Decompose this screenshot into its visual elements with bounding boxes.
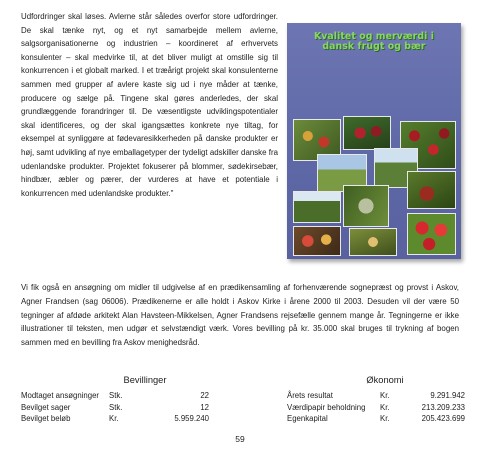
table-row bbox=[21, 402, 209, 414]
row-unit: Stk. bbox=[109, 402, 123, 412]
apples-photo bbox=[407, 213, 456, 255]
row-label: Modtaget ansøgninger bbox=[21, 391, 100, 400]
row-label: Egenkapital bbox=[287, 414, 328, 424]
body-paragraph: Vi fik også en ansøgning om midler til udgivelse af en prædikensamling af forhenværende sognepræst og provst i Askov, Agner Frandsen (sag 06006). Prædikenerne er alle holdt i Askov Kirke i årene 2000 til 2003. Desuden vil der være 50 tegninger af afdøde arkitekt Alan Havsteen-Mikkelsen, Agner Frandsens rejsefælle gennem mange år. Tegningerne er ikke illustrationer til teksten, men udgør et selvstændigt værk. Vores bevilling på kr. 35.000 skal bruges til trykning af bogen sammen med en bevilling fra Askov menighedsråd. bbox=[21, 283, 459, 348]
table-row bbox=[287, 413, 465, 425]
row-value: 213.209.233 bbox=[421, 402, 465, 412]
okonomi-table bbox=[287, 390, 465, 425]
row-unit: Stk. bbox=[109, 391, 123, 400]
row-label: Værdipapir beholdning bbox=[287, 402, 366, 412]
poster-title bbox=[291, 32, 457, 52]
table-row bbox=[21, 413, 209, 425]
poster-image bbox=[287, 23, 461, 259]
market-photo bbox=[293, 226, 341, 256]
row-label: Bevilget beløb bbox=[21, 414, 71, 424]
table-row bbox=[287, 402, 465, 414]
okonomi-title: Økonomi bbox=[366, 375, 404, 385]
table-row bbox=[21, 390, 209, 402]
row-label: Årets resultat bbox=[287, 391, 333, 400]
row-value: 22 bbox=[200, 391, 209, 400]
cherries-photo bbox=[343, 116, 391, 150]
body-text bbox=[21, 281, 459, 350]
berries-photo bbox=[407, 171, 456, 209]
row-unit: Kr. bbox=[380, 414, 390, 424]
row-value: 12 bbox=[200, 402, 209, 412]
left-column-text bbox=[21, 10, 278, 200]
row-value: 5.959.240 bbox=[174, 414, 209, 424]
page-number: 59 bbox=[235, 434, 245, 444]
row-value: 9.291.942 bbox=[430, 391, 465, 400]
poster-title-line-1: Kvalitet og merværdi i bbox=[313, 31, 435, 42]
intro-paragraph: Udfordringer skal løses. Avlerne står således overfor store udfordringer. De skal tænke nyt, og et nyt samarbejde mellem avlerne, salgsorganisationerne og industrien – koordineret af erhvervets konsulenter – skal medvirke til, at det bliver muligt at omstille sig til konkurrencen i et globalt marked. I et træårigt projekt skal konsulenterne sammen med grupper af avlere kaste sig ud i nye måder at tænke, producere og sælge på. Tingene skal gøres anderledes, der skal grundlæggende forandringer til. De væsentligste udviklingspotentialer skal identificeres, og der skal igangsættes konkrete nye tiltag, for eksempel at synliggøre at fødevaresikkerheden på danske produkter er høj, samt udvikling af nye emballagetyper der tydeligt adskiller danske fra udenlandske produkter. Projektet fokuserer på blommer, sødekirsebær, hindbær, æbler og pærer, der vurderes at have et potentiale i konkurrencen med udenlandske produkter." bbox=[21, 12, 278, 198]
table-row bbox=[287, 390, 465, 402]
row-label: Bevilget sager bbox=[21, 402, 71, 412]
pears-photo bbox=[349, 228, 397, 256]
row-unit: Kr. bbox=[380, 391, 390, 400]
poster-title-line-2: dansk frugt og bær bbox=[322, 41, 426, 52]
row-unit: Kr. bbox=[109, 414, 119, 424]
row-value: 205.423.699 bbox=[421, 414, 465, 424]
bevillinger-title: Bevillinger bbox=[123, 375, 167, 385]
blossom-photo bbox=[343, 185, 389, 227]
row-unit: Kr. bbox=[380, 402, 390, 412]
bevillinger-table bbox=[21, 390, 209, 425]
field-photo bbox=[293, 191, 341, 223]
